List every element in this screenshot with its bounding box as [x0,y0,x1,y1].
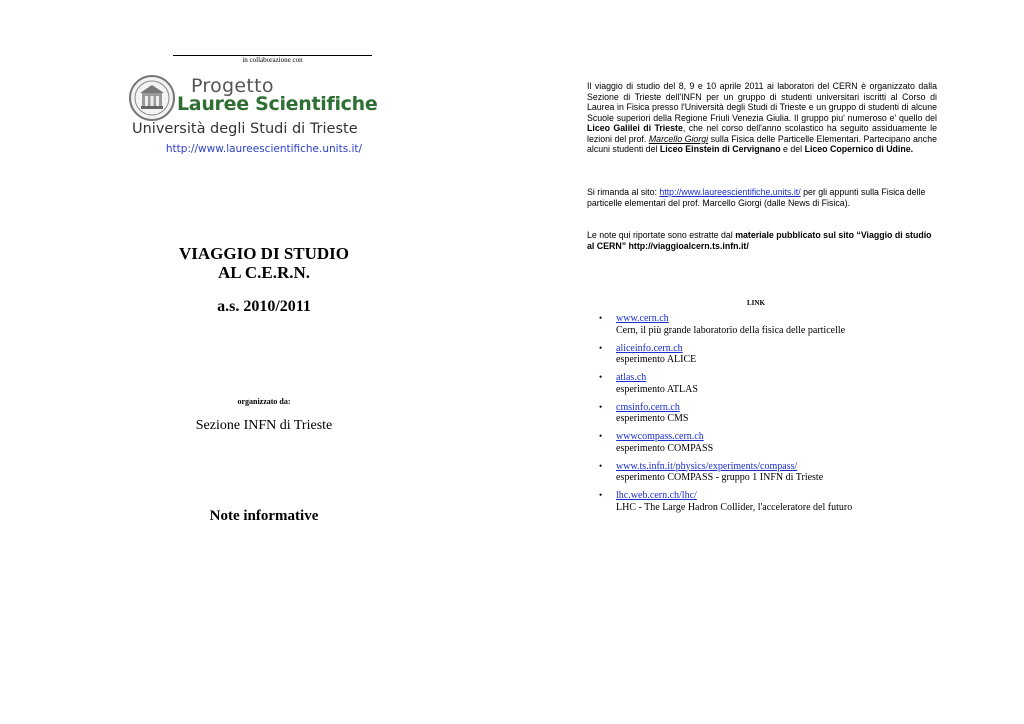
intro-text-2: , che nel corso dell'anno scolastico ha seguito assiduamente le lezioni del prof. [587,123,937,144]
intro-text-3: sulla Fisica delle Particelle Elementari. Partecipano anche alcuni studenti del [587,133,937,154]
logo-text-progetto: Progetto [191,75,274,97]
link-description: esperimento COMPASS [616,442,714,454]
link-description: Cern, il più grande laboratorio della fisica delle particelle [616,324,846,336]
link-url[interactable]: lhc.web.cern.ch/lhc/ [616,490,697,501]
bullet: • [599,460,603,471]
link-url[interactable]: www.ts.infn.it/physics/experiments/compass/ [616,460,798,472]
link-list [596,313,946,520]
link-description: esperimento COMPASS - gruppo 1 INFN di Trieste [616,472,824,483]
organizer-name: Sezione INFN di Trieste [195,418,333,433]
link-url[interactable]: wwwcompass.cern.ch [616,431,704,442]
link-description: LHC - The Large Hadron Collider, l'acceleratore del futuro [616,501,853,513]
prof-name: Marcello Giorgi [648,133,709,144]
link-description: esperimento ATLAS [616,383,698,395]
pls-website-link[interactable]: http://www.laureescientifiche.units.it/ [165,143,363,155]
bullet: • [599,313,603,323]
logo-text-lauree: Lauree Scientifiche [177,93,378,115]
source-text-bold: materiale pubblicato sul sito “Viaggio di studio al CERN” http://viaggioalcern.ts.infn.it/ [587,230,932,251]
intro-text-1: Il viaggio di studio del 8, 9 e 10 aprile 2011 ai laboratori del CERN è organizzato dalla Sezione di Trieste dell'INFN per un gruppo di studenti universitari iscritti al Corso di Laurea in Fisica presso l'Università degli Studi di Trieste e un gruppo di studenti di alcune Scuole superiori della Regione Friuli Venezia Giulia. Il gruppo piu' numeroso e' quello del [587,81,937,123]
liceo-copernico: Liceo Copernico di Udine. [804,144,914,154]
link-item [596,461,946,491]
liceo-galilei: Liceo Galilei di Trieste [587,123,683,133]
link-description: esperimento CMS [616,413,689,424]
intro-paragraph [587,81,937,155]
reference-text-2: per gli appunti sulla Fisica delle particelle elementari del prof. Marcello Giorgi (dalle News di Fisica). [587,187,926,208]
link-url[interactable]: atlas.ch [616,372,647,383]
link-item [596,431,946,461]
university-seal-icon [128,74,176,122]
collaboration-label: in collaborazione con [242,56,303,64]
link-item [596,490,946,520]
reference-paragraph [587,187,937,208]
link-item [596,313,946,343]
link-item [596,402,946,432]
link-item [596,372,946,402]
link-url[interactable]: www.cern.ch [616,313,669,324]
pls-logo [128,72,400,142]
source-text-1: Le note qui riportate sono estratte dal [587,230,736,240]
link-item [596,343,946,373]
intro-text-4: e del [780,144,805,154]
link-url[interactable]: aliceinfo.cern.ch [616,342,683,354]
link-description: esperimento ALICE [616,354,697,365]
source-paragraph [587,230,937,251]
logo-text-university: Università degli Studi di Trieste [132,121,358,137]
reference-text-1: Si rimanda al sito: [587,187,660,197]
bullet: • [599,342,603,353]
title-line-2: AL C.E.R.N. [217,263,311,282]
bullet: • [599,431,603,441]
pls-notes-link[interactable]: http://www.laureescientifiche.units.it/ [659,187,801,197]
bullet: • [599,490,603,500]
organized-by-label: organizzato da: [237,397,291,406]
bullet: • [599,401,603,412]
school-year: a.s. 2010/2011 [217,298,311,315]
title-line-1: VIAGGIO DI STUDIO [178,244,350,263]
link-header: LINK [747,299,765,307]
liceo-einstein: Liceo Einstein di Cervignano [659,144,781,154]
note-title: Note informative [209,508,319,524]
link-url[interactable]: cmsinfo.cern.ch [616,401,680,413]
bullet: • [599,372,603,382]
